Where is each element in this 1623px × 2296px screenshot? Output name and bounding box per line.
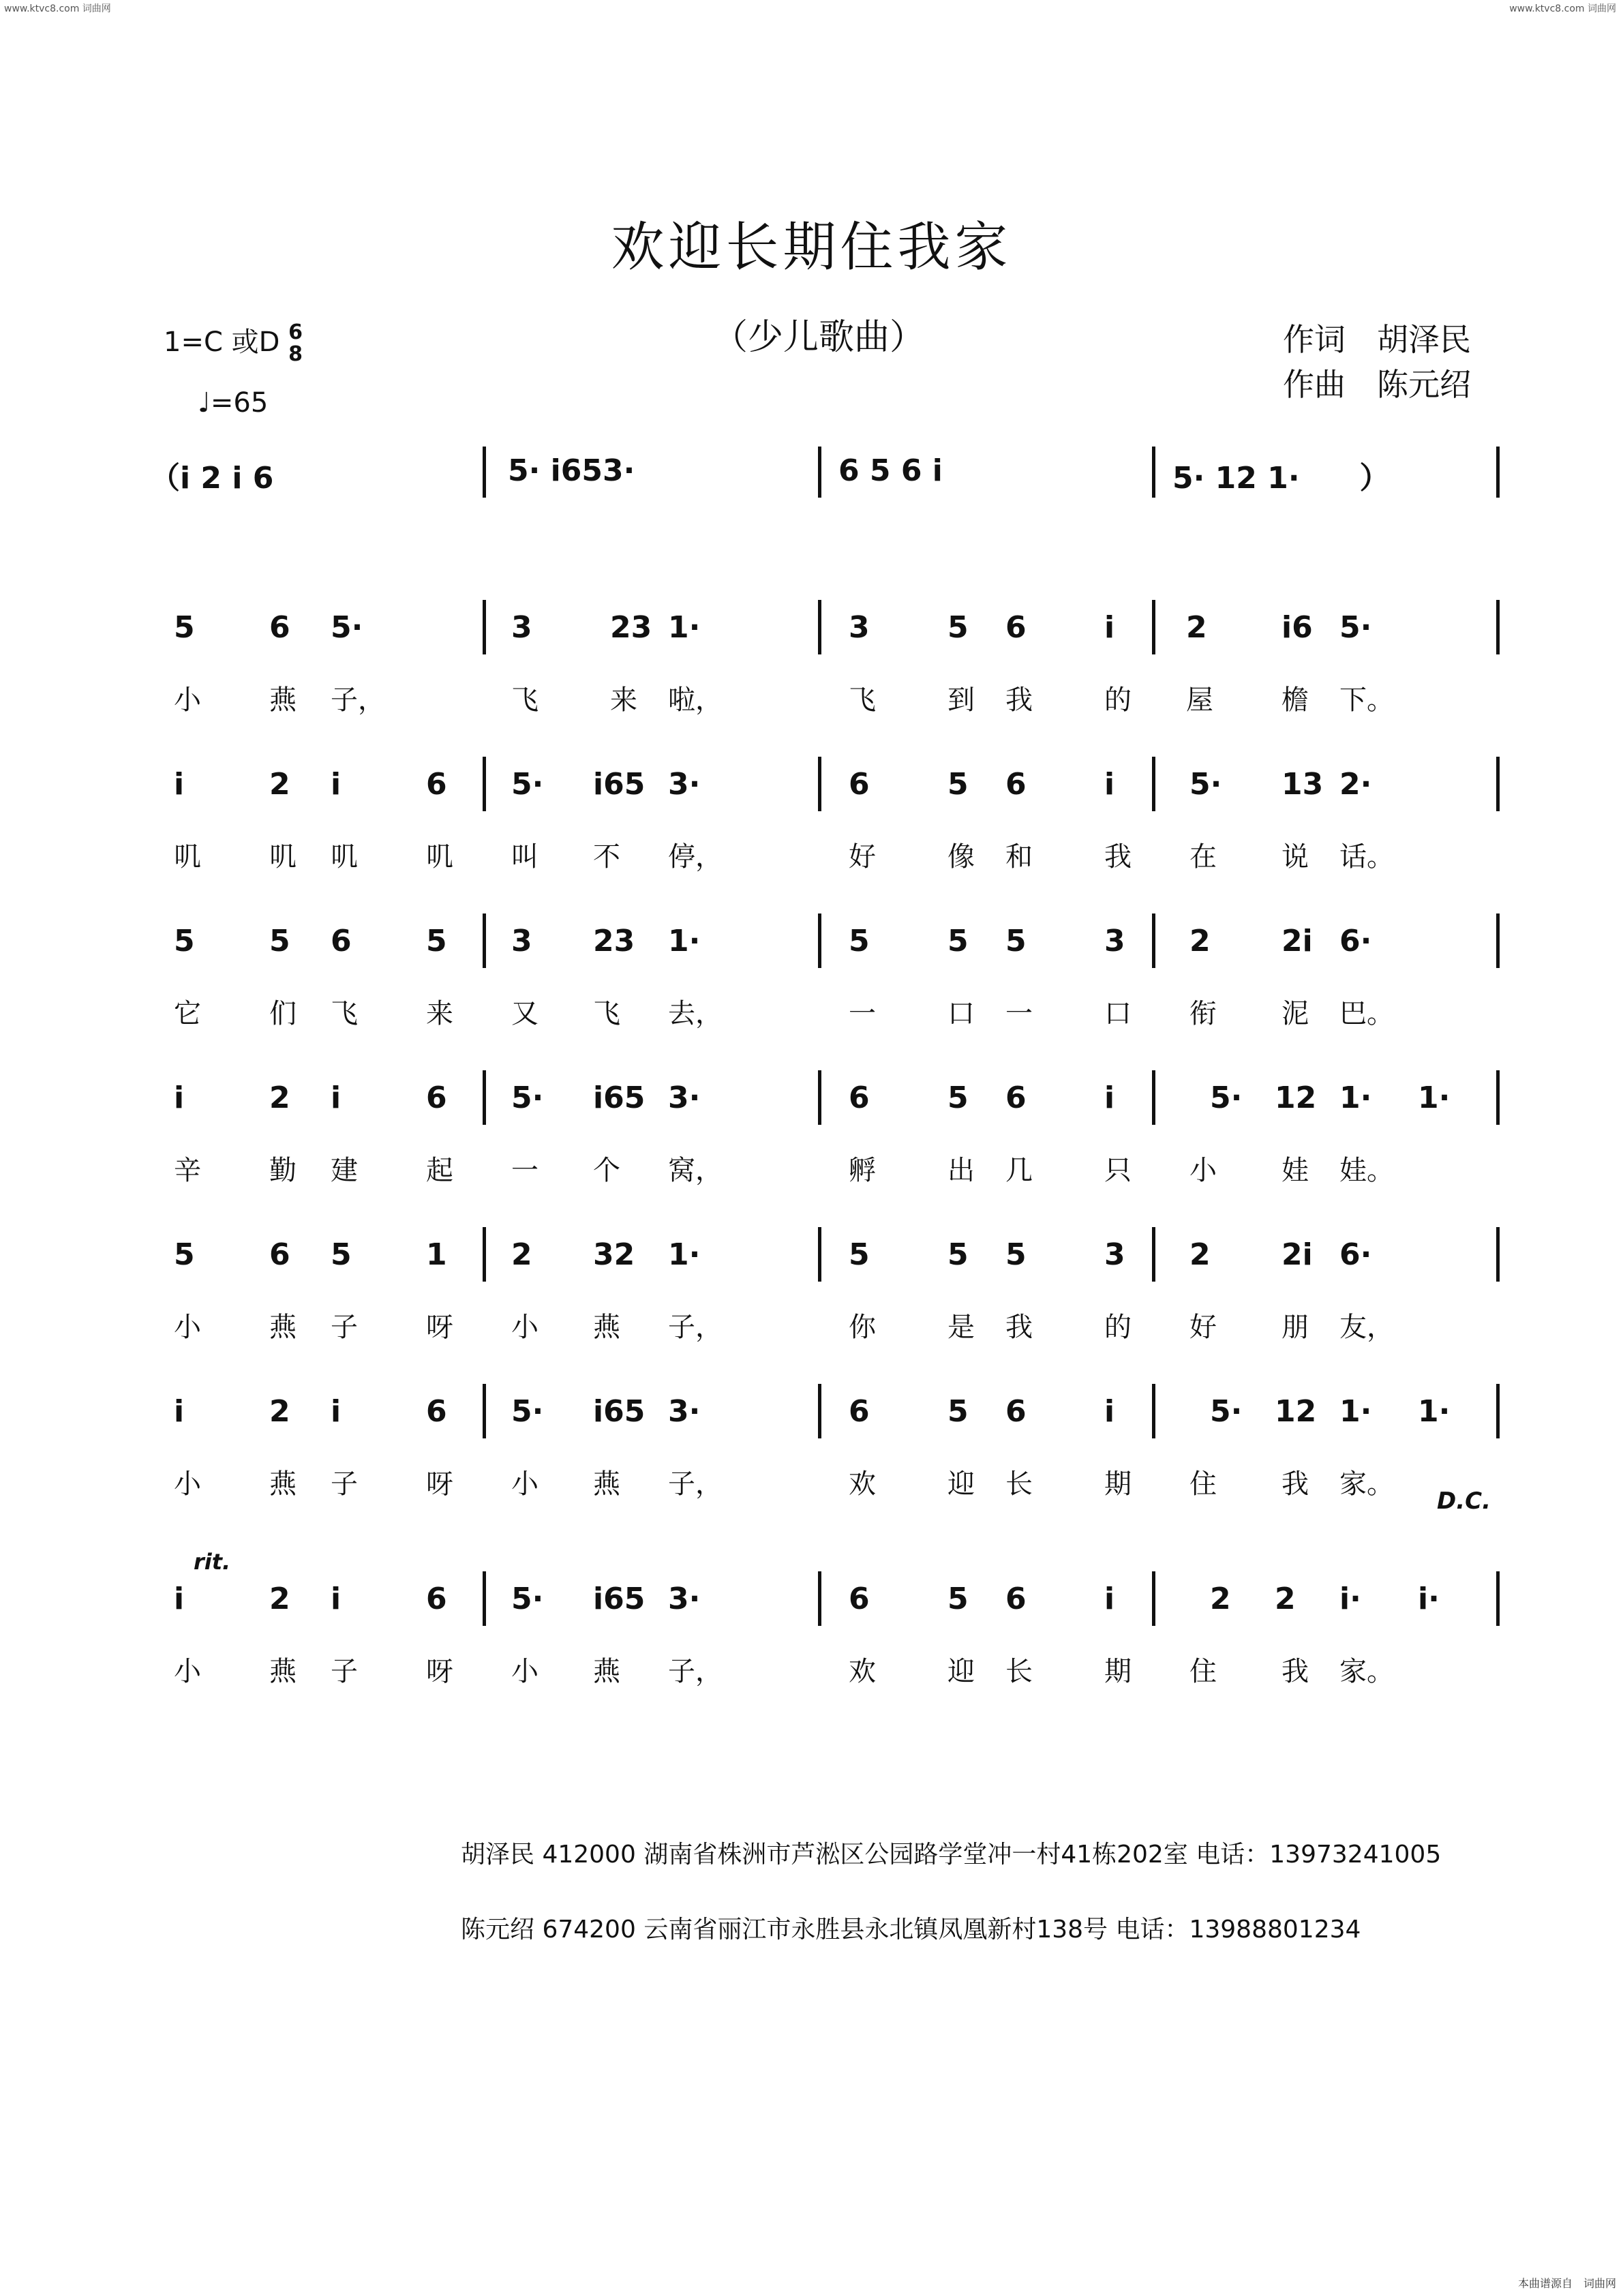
lyric-char: 下。 <box>1339 684 1394 716</box>
lyric-char: 啦， <box>668 684 723 716</box>
note: i65 <box>593 1582 646 1616</box>
note: 13 <box>1281 767 1324 802</box>
watermark-left: www.ktvc8.com 词曲网 <box>4 3 111 14</box>
lyric-char: 燕 <box>269 1468 297 1500</box>
lyric-char: 我 <box>1104 841 1132 873</box>
barline <box>1496 447 1500 498</box>
footer-line-2: 陈元绍 674200 云南省丽江市永胜县永北镇凤凰新村138号 电话：13988801234 <box>461 1916 1361 1944</box>
bottom-source-mark: 本曲谱源自 词曲网 <box>1517 2277 1616 2290</box>
barline <box>1152 757 1155 811</box>
lyric-char: 小 <box>1189 1155 1217 1186</box>
lyric-char: 屋 <box>1186 684 1213 716</box>
note: i· <box>1339 1582 1361 1616</box>
lyric-char: 话。 <box>1339 841 1394 873</box>
note: 2 <box>1210 1582 1231 1616</box>
barline <box>1496 600 1500 654</box>
lyric-char: 家。 <box>1339 1656 1394 1687</box>
barline <box>818 1571 821 1626</box>
note: 5 <box>947 1582 969 1616</box>
lyric-char: 来 <box>426 998 453 1029</box>
barline <box>1496 1384 1500 1438</box>
note: 6· <box>1339 1237 1372 1272</box>
footer-line-1: 胡泽民 412000 湖南省株洲市芦淞区公园路学堂冲一村41栋202室 电话：13973241005 <box>461 1841 1442 1869</box>
lyric-char: 我 <box>1281 1656 1309 1687</box>
lyric-char: 小 <box>174 1468 201 1500</box>
barline <box>483 1384 486 1438</box>
note: 3· <box>668 1582 701 1616</box>
note: 2 <box>1189 924 1211 958</box>
note: i <box>331 767 342 802</box>
note: 6 <box>1005 767 1027 802</box>
lyric-char: 住 <box>1189 1468 1217 1500</box>
lyric-char: 勤 <box>269 1155 297 1186</box>
note: 2 <box>269 1582 290 1616</box>
lyric-char: 的 <box>1104 684 1132 716</box>
lyric-char: 呀 <box>426 1468 453 1500</box>
barline <box>483 757 486 811</box>
note: 2i <box>1281 1237 1313 1272</box>
barline <box>1152 600 1155 654</box>
lyric-char: 我 <box>1281 1468 1309 1500</box>
note: i <box>174 1394 185 1429</box>
time-signature: 6 8 <box>288 320 303 366</box>
note: i6 <box>1281 610 1313 645</box>
note: 2 <box>1189 1237 1211 1272</box>
lyric-char: 子， <box>331 684 385 716</box>
note: 2 <box>269 1081 290 1115</box>
lyric-char: 家。 <box>1339 1468 1394 1500</box>
lyric-char: 只 <box>1104 1155 1132 1186</box>
note: 5 <box>947 1394 969 1429</box>
barline <box>818 447 821 498</box>
barline <box>483 447 486 498</box>
barline <box>818 600 821 654</box>
rit-marking: rit. <box>194 1549 231 1575</box>
lyric-char: 一 <box>511 1155 539 1186</box>
lyric-char: 燕 <box>593 1656 620 1687</box>
note: 5 <box>849 1237 870 1272</box>
note: 6 <box>426 1582 447 1616</box>
key-text: 1=C 或D <box>164 327 280 358</box>
lyric-char: 叽 <box>331 841 358 873</box>
lyric-char: 到 <box>947 684 975 716</box>
note: 6 <box>849 1582 870 1616</box>
note: 3· <box>668 767 701 802</box>
barline <box>483 1571 486 1626</box>
lyric-char: 飞 <box>331 998 358 1029</box>
note: 1· <box>668 610 701 645</box>
lyric-char: 它 <box>174 998 201 1029</box>
lyric-char: 飞 <box>849 684 876 716</box>
lyric-char: 叽 <box>174 841 201 873</box>
note: 5 <box>174 924 195 958</box>
note: 5 <box>947 924 969 958</box>
lyric-char: 飞 <box>593 998 620 1029</box>
key-signature <box>164 320 303 365</box>
note: 6 <box>269 1237 290 1272</box>
barline <box>1496 757 1500 811</box>
note: 5· <box>1210 1081 1243 1115</box>
note: 5 <box>331 1237 352 1272</box>
note: 5 <box>947 1081 969 1115</box>
barline <box>1496 913 1500 968</box>
note: 1· <box>1418 1394 1451 1429</box>
note: 2 <box>1186 610 1207 645</box>
note: i <box>1104 1394 1115 1429</box>
lyric-char: 子 <box>331 1468 358 1500</box>
barline <box>1152 1227 1155 1282</box>
lyric-char: 子， <box>668 1468 723 1500</box>
note: 5 <box>947 1237 969 1272</box>
note: 6 <box>426 767 447 802</box>
dc-marking: D.C. <box>1437 1487 1491 1515</box>
note: 6 <box>849 767 870 802</box>
note: 6 <box>331 924 352 958</box>
lyric-char: 巴。 <box>1339 998 1394 1029</box>
lyric-char: 迎 <box>947 1656 975 1687</box>
barline <box>1152 1571 1155 1626</box>
lyric-char: 辛 <box>174 1155 201 1186</box>
note: i65 <box>593 767 646 802</box>
note: 6 <box>1005 1081 1027 1115</box>
note: 1· <box>1339 1081 1372 1115</box>
lyric-char: 燕 <box>593 1312 620 1343</box>
lyric-char: 像 <box>947 841 975 873</box>
lyric-char: 娃 <box>1281 1155 1309 1186</box>
note: 6 <box>849 1081 870 1115</box>
note: 1· <box>668 1237 701 1272</box>
note: i <box>174 1582 185 1616</box>
note: 5· <box>1339 610 1372 645</box>
lyric-char: 衔 <box>1189 998 1217 1029</box>
intro-measure: 5· i653· <box>508 453 635 488</box>
note: 1· <box>1339 1394 1372 1429</box>
note: i <box>331 1394 342 1429</box>
lyric-char: 叫 <box>511 841 539 873</box>
subtitle: （少儿歌曲） <box>712 317 926 358</box>
note: i <box>1104 610 1115 645</box>
lyric-char: 和 <box>1005 841 1033 873</box>
barline <box>1152 1384 1155 1438</box>
note: 5 <box>426 924 447 958</box>
lyric-char: 小 <box>511 1656 539 1687</box>
lyric-char: 建 <box>331 1155 358 1186</box>
lyric-char: 小 <box>511 1312 539 1343</box>
barline <box>483 913 486 968</box>
note: i <box>1104 1582 1115 1616</box>
watermark-right: www.ktvc8.com 词曲网 <box>1509 3 1616 14</box>
barline <box>483 1227 486 1282</box>
note: 2 <box>511 1237 532 1272</box>
lyric-char: 小 <box>174 1656 201 1687</box>
barline <box>818 913 821 968</box>
lyric-char: 不 <box>593 841 620 873</box>
lyric-char: 燕 <box>269 1312 297 1343</box>
note: 6· <box>1339 924 1372 958</box>
note: 5· <box>331 610 363 645</box>
note: 5· <box>511 1394 544 1429</box>
note: 5 <box>269 924 290 958</box>
note: 5· <box>511 1582 544 1616</box>
note: 6 <box>849 1394 870 1429</box>
note: 2 <box>1275 1582 1296 1616</box>
intro-measure: 6 5 6 i <box>838 453 943 488</box>
note: 5· <box>1189 767 1222 802</box>
note: 3 <box>511 610 532 645</box>
note: i· <box>1418 1582 1440 1616</box>
lyric-char: 子， <box>668 1656 723 1687</box>
lyric-char: 口 <box>947 998 975 1029</box>
note: 6 <box>1005 610 1027 645</box>
lyric-char: 迎 <box>947 1468 975 1500</box>
lyric-char: 子 <box>331 1656 358 1687</box>
note: 3· <box>668 1394 701 1429</box>
note: 6 <box>1005 1582 1027 1616</box>
note: 6 <box>426 1081 447 1115</box>
barline <box>1496 1070 1500 1125</box>
intro-measure: （i 2 i 6 <box>150 461 274 496</box>
lyric-char: 娃。 <box>1339 1155 1394 1186</box>
note: 3 <box>511 924 532 958</box>
lyric-char: 期 <box>1104 1656 1132 1687</box>
barline <box>818 757 821 811</box>
barline <box>818 1227 821 1282</box>
note: 6 <box>269 610 290 645</box>
note: 1· <box>668 924 701 958</box>
note: i <box>174 767 185 802</box>
note: 2 <box>269 767 290 802</box>
note: i <box>331 1582 342 1616</box>
lyric-char: 期 <box>1104 1468 1132 1500</box>
lyric-char: 朋 <box>1281 1312 1309 1343</box>
lyric-char: 在 <box>1189 841 1217 873</box>
barline <box>818 1384 821 1438</box>
lyric-char: 起 <box>426 1155 453 1186</box>
lyric-char: 好 <box>849 841 876 873</box>
note: 5 <box>1005 924 1027 958</box>
lyric-char: 停， <box>668 841 723 873</box>
note: 5 <box>849 924 870 958</box>
lyric-char: 子， <box>668 1312 723 1343</box>
note: i65 <box>593 1394 646 1429</box>
lyric-char: 燕 <box>269 684 297 716</box>
note: 5· <box>1210 1394 1243 1429</box>
note: i <box>1104 1081 1115 1115</box>
lyric-char: 来 <box>610 684 637 716</box>
note: 5 <box>947 767 969 802</box>
note: 5 <box>947 610 969 645</box>
lyric-char: 叽 <box>426 841 453 873</box>
lyric-char: 孵 <box>849 1155 876 1186</box>
lyric-char: 呀 <box>426 1656 453 1687</box>
note: 2 <box>269 1394 290 1429</box>
note: i <box>331 1081 342 1115</box>
lyric-char: 一 <box>849 998 876 1029</box>
composer: 作曲 陈元绍 <box>1283 366 1471 403</box>
lyric-char: 燕 <box>269 1656 297 1687</box>
barline <box>1152 913 1155 968</box>
lyric-char: 我 <box>1005 684 1033 716</box>
lyricist: 作词 胡泽民 <box>1283 321 1471 358</box>
lyric-char: 小 <box>174 1312 201 1343</box>
lyric-char: 一 <box>1005 998 1033 1029</box>
lyric-char: 住 <box>1189 1656 1217 1687</box>
lyric-char: 飞 <box>511 684 539 716</box>
note: 1· <box>1418 1081 1451 1115</box>
note: i <box>1104 767 1115 802</box>
lyric-char: 说 <box>1281 841 1309 873</box>
lyric-char: 的 <box>1104 1312 1132 1343</box>
note: i65 <box>593 1081 646 1115</box>
page-title: 欢迎长期住我家 <box>611 217 1012 278</box>
note: 2· <box>1339 767 1372 802</box>
note: 5· <box>511 1081 544 1115</box>
note: 3 <box>1104 924 1125 958</box>
lyric-char: 欢 <box>849 1468 876 1500</box>
lyric-char: 们 <box>269 998 297 1029</box>
lyric-char: 檐 <box>1281 684 1309 716</box>
lyric-char: 小 <box>511 1468 539 1500</box>
note: 2i <box>1281 924 1313 958</box>
barline <box>1496 1227 1500 1282</box>
barline <box>1152 447 1155 498</box>
lyric-char: 长 <box>1005 1656 1033 1687</box>
note: 5 <box>174 610 195 645</box>
note: 12 <box>1275 1081 1317 1115</box>
note: 3 <box>849 610 870 645</box>
barline <box>483 1070 486 1125</box>
note: 3 <box>1104 1237 1125 1272</box>
lyric-char: 小 <box>174 684 201 716</box>
note: 1 <box>426 1237 447 1272</box>
note: i <box>174 1081 185 1115</box>
lyric-char: 长 <box>1005 1468 1033 1500</box>
lyric-char: 燕 <box>593 1468 620 1500</box>
note: 23 <box>593 924 635 958</box>
note: 23 <box>610 610 652 645</box>
note: 5· <box>511 767 544 802</box>
lyric-char: 个 <box>593 1155 620 1186</box>
lyric-char: 是 <box>947 1312 975 1343</box>
tempo-mark: ♩=65 <box>198 387 269 419</box>
barline <box>483 600 486 654</box>
lyric-char: 友， <box>1339 1312 1394 1343</box>
barline <box>1152 1070 1155 1125</box>
lyric-char: 子 <box>331 1312 358 1343</box>
lyric-char: 去， <box>668 998 723 1029</box>
barline <box>1496 1571 1500 1626</box>
lyric-char: 几 <box>1005 1155 1033 1186</box>
lyric-char: 又 <box>511 998 539 1029</box>
intro-measure: 5· 12 1· ） <box>1172 461 1390 496</box>
lyric-char: 你 <box>849 1312 876 1343</box>
lyric-char: 窝， <box>668 1155 723 1186</box>
lyric-char: 欢 <box>849 1656 876 1687</box>
lyric-char: 呀 <box>426 1312 453 1343</box>
note: 6 <box>1005 1394 1027 1429</box>
lyric-char: 好 <box>1189 1312 1217 1343</box>
note: 3· <box>668 1081 701 1115</box>
note: 12 <box>1275 1394 1317 1429</box>
note: 6 <box>426 1394 447 1429</box>
lyric-char: 出 <box>947 1155 975 1186</box>
lyric-char: 口 <box>1104 998 1132 1029</box>
note: 32 <box>593 1237 635 1272</box>
note: 5 <box>1005 1237 1027 1272</box>
barline <box>818 1070 821 1125</box>
lyric-char: 我 <box>1005 1312 1033 1343</box>
lyric-char: 叽 <box>269 841 297 873</box>
note: 5 <box>174 1237 195 1272</box>
lyric-char: 泥 <box>1281 998 1309 1029</box>
